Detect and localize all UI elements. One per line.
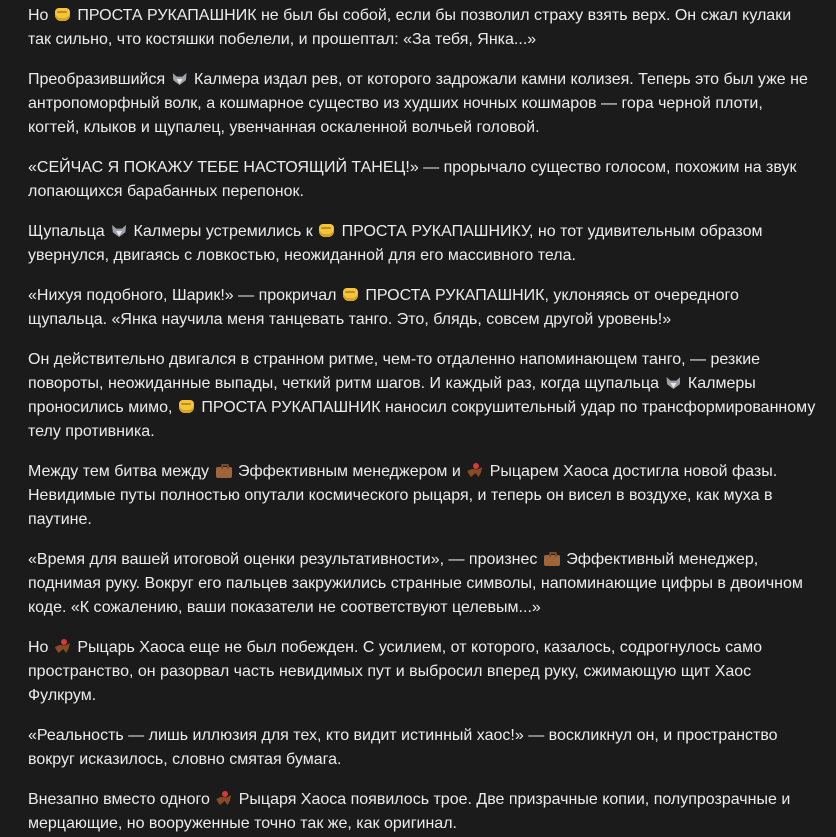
paragraph-text: Калмеры проносились мимо, <box>28 375 756 416</box>
paragraph-text: ПРОСТА РУКАПАШНИК не был бы собой, если бы позволил страху взять верх. Он сжал кулаки так сильно, что костяшки побелели, и прошептал: «За тебя, Янка...» <box>28 7 792 48</box>
paragraph-text: Калмеры устремились к <box>129 223 318 240</box>
paragraph-text: Внезапно вместо одного <box>28 791 215 808</box>
paragraph-text: Эффективный менеджер, поднимая руку. Вокруг его пальцев закружились странные символы, напоминающие цифры в двоичном коде. «К сожалению, ваши показатели не соответствуют целевым...» <box>28 551 803 616</box>
paragraph-text: Преобразившийся <box>28 71 170 88</box>
wolf-icon <box>171 70 189 86</box>
story-paragraph <box>28 548 818 620</box>
paragraph-text: Рыцарем Хаоса достигла новой фазы. Невидимые путы полностью опутали космического рыцаря, и теперь он висел в воздухе, как муха в паутине. <box>28 463 778 528</box>
story-paragraph <box>28 68 818 140</box>
fist-icon <box>178 398 196 414</box>
briefcase-icon <box>215 462 233 478</box>
wolf-icon <box>664 374 682 390</box>
paragraph-text: Щупальца <box>28 223 110 240</box>
horse-icon <box>215 790 233 806</box>
paragraph-text: «СЕЙЧАС Я ПОКАЖУ ТЕБЕ НАСТОЯЩИЙ ТАНЕЦ!» — прорычало существо голосом, похожим на звук лопающихся барабанных перепонок. <box>28 159 797 200</box>
story-text <box>28 4 822 836</box>
story-paragraph <box>28 284 818 332</box>
story-paragraph <box>28 156 818 204</box>
paragraph-text: «Время для вашей итоговой оценки результативности», — произнес <box>28 551 542 568</box>
story-paragraph <box>28 348 818 444</box>
paragraph-text: «Нихуя подобного, Шарик!» — прокричал <box>28 287 341 304</box>
briefcase-icon <box>543 550 561 566</box>
paragraph-text: Но <box>28 7 53 24</box>
wolf-icon <box>110 222 128 238</box>
paragraph-text: Он действительно двигался в странном ритме, чем-то отдаленно напоминающем танго, — резкие повороты, неожиданные выпады, четкий ритм шагов. И каждый раз, когда щупальца <box>28 351 761 392</box>
horse-icon <box>466 462 484 478</box>
fist-icon <box>342 286 360 302</box>
story-paragraph <box>28 4 818 52</box>
paragraph-text: Калмера издал рев, от которого задрожали камни колизея. Теперь это был уже не антропоморфный волк, а кошмарное существо из худших ночных кошмаров — гора черной плоти, когтей, клыков и щупалец, увенчанная оскаленной волчьей головой. <box>28 71 808 136</box>
horse-icon <box>54 638 72 654</box>
fist-icon <box>318 222 336 238</box>
story-paragraph <box>28 788 818 836</box>
story-paragraph <box>28 724 818 772</box>
paragraph-text: ПРОСТА РУКАПАШНИК, уклоняясь от очередного щупальца. «Янка научила меня танцевать танго. Это, блядь, совсем другой уровень!» <box>28 287 739 328</box>
paragraph-text: ПРОСТА РУКАПАШНИК наносил сокрушительный удар по трансформированному телу противника. <box>28 399 816 440</box>
story-paragraph <box>28 636 818 708</box>
paragraph-text: «Реальность — лишь иллюзия для тех, кто видит истинный хаос!» — воскликнул он, и пространство вокруг исказилось, словно смятая бумага. <box>28 727 778 768</box>
fist-icon <box>54 6 72 22</box>
story-paragraph <box>28 460 818 532</box>
paragraph-text: Рыцаря Хаоса появилось трое. Две призрачные копии, полупрозрачные и мерцающие, но вооруженные точно так же, как оригинал. <box>28 791 791 832</box>
paragraph-text: Эффективным менеджером и <box>233 463 466 480</box>
story-paragraph <box>28 220 818 268</box>
paragraph-text: Но <box>28 639 53 656</box>
paragraph-text: Между тем битва между <box>28 463 214 480</box>
paragraph-text: Рыцарь Хаоса еще не был побежден. С усилием, от которого, казалось, содрогнулось само пространство, он разорвал часть невидимых пут и выбросил вперед руку, сжимающую щит Хаос Фулкрум. <box>28 639 762 704</box>
paragraph-text: ПРОСТА РУКАПАШНИКУ, но тот удивительным образом увернулся, двигаясь с ловкостью, неожиданной для его массивного тела. <box>28 223 763 264</box>
